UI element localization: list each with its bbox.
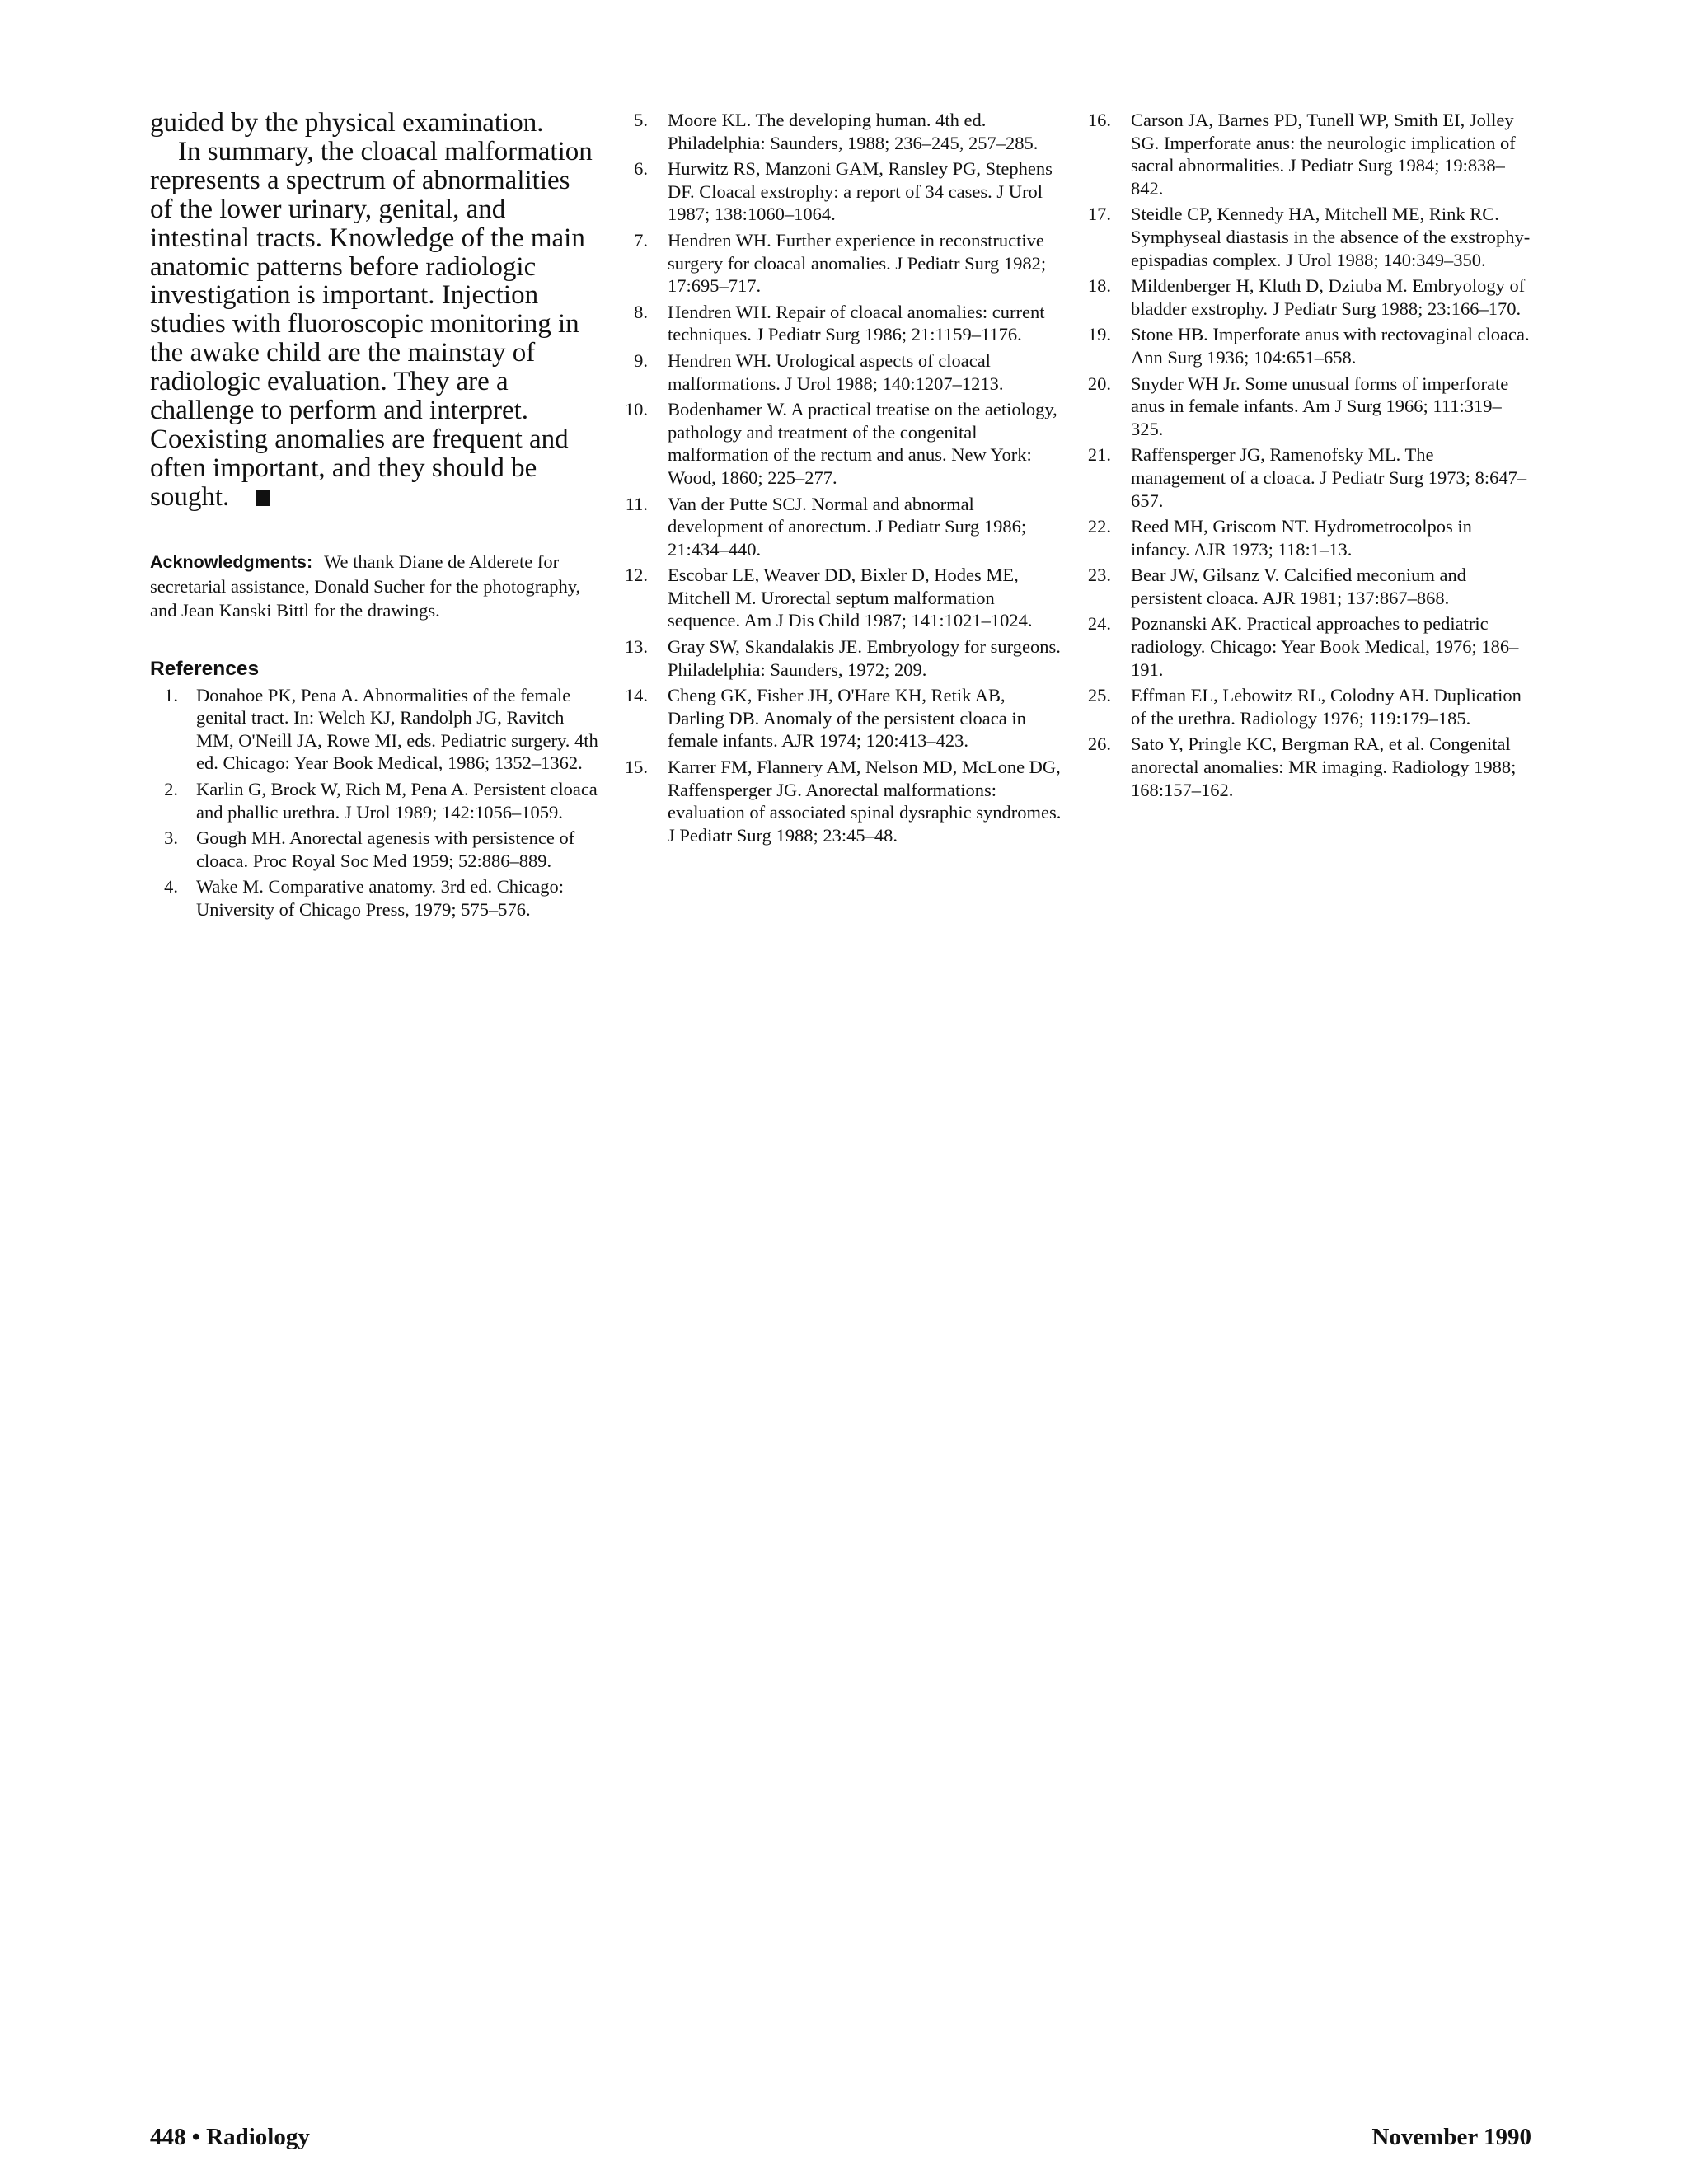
reference-item xyxy=(1087,274,1531,320)
reference-number: 21. xyxy=(1087,444,1111,466)
reference-item xyxy=(628,301,1065,346)
reference-number: 20. xyxy=(1087,373,1111,394)
reference-text: Karrer FM, Flannery AM, Nelson MD, McLone DG, Raffensperger JG. Anorectal malformations: evaluation of associated spinal dysraphic syndromes. J Pediatr Surg 1988; 23:45–48. xyxy=(668,757,1062,846)
reference-text: Stone HB. Imperforate anus with rectovaginal cloaca. Ann Surg 1936; 104:651–658. xyxy=(1131,324,1530,368)
reference-item xyxy=(1087,684,1531,729)
reference-number: 24. xyxy=(1087,613,1111,635)
reference-number: 10. xyxy=(624,399,648,420)
reference-text: Mildenberger H, Kluth D, Dziuba M. Embryology of bladder exstrophy. J Pediatr Surg 1988; 23:166–170. xyxy=(1131,275,1526,319)
reference-text: Wake M. Comparative anatomy. 3rd ed. Chicago: University of Chicago Press, 1979; 575–576. xyxy=(196,876,564,921)
reference-text: Gough MH. Anorectal agenesis with persistence of cloaca. Proc Royal Soc Med 1959; 52:886–889. xyxy=(196,827,575,871)
reference-number: 25. xyxy=(1087,685,1111,706)
reference-item xyxy=(624,684,1065,752)
reference-text: Steidle CP, Kennedy HA, Mitchell ME, Rink RC. Symphyseal diastasis in the absence of the exstrophy-epispadias complex. J Urol 1988; 140:349–350. xyxy=(1131,204,1531,270)
reference-number: 17. xyxy=(1087,204,1111,225)
reference-list xyxy=(624,109,1065,846)
reference-text: Donahoe PK, Pena A. Abnormalities of the female genital tract. In: Welch KJ, Randolph JG, Ravitch MM, O'Neill JA, Rowe MI, eds. Pediatric surgery. 4th ed. Chicago: Year Book Medical, 1986; 1352–1362. xyxy=(196,684,598,774)
reference-number: 6. xyxy=(634,158,648,180)
page-footer-date: November 1990 xyxy=(1372,2124,1531,2150)
acknowledgments-text: We thank Diane de Alderete for secretarial assistance, Donald Sucher for the photography, and Jean Kanski Bittl for the drawings. xyxy=(150,551,581,621)
reference-item xyxy=(1087,203,1531,271)
reference-number: 19. xyxy=(1087,324,1111,345)
reference-number: 23. xyxy=(1087,565,1111,586)
reference-item xyxy=(628,349,1065,395)
reference-item xyxy=(628,157,1065,226)
reference-list xyxy=(150,684,599,921)
reference-item xyxy=(624,635,1065,681)
page-footer-journal: 448 • Radiology xyxy=(150,2124,310,2150)
reference-text: Snyder WH Jr. Some unusual forms of imperforate anus in female infants. Am J Surg 1966; 111:319–325. xyxy=(1131,373,1509,439)
reference-text: Hendren WH. Further experience in reconstructive surgery for cloacal anomalies. J Pediatr Surg 1982; 17:695–717. xyxy=(668,229,1047,297)
reference-text: Moore KL. The developing human. 4th ed. Philadelphia: Saunders, 1988; 236–245, 257–285. xyxy=(668,110,1039,153)
reference-text: Poznanski AK. Practical approaches to pediatric radiology. Chicago: Year Book Medical, 1976; 186–191. xyxy=(1131,613,1519,680)
middle-column xyxy=(624,109,1065,850)
reference-text: Hurwitz RS, Manzoni GAM, Ransley PG, Stephens DF. Cloacal exstrophy: a report of 34 cases. J Urol 1987; 138:1060–1064. xyxy=(668,158,1053,225)
reference-text: Bear JW, Gilsanz V. Calcified meconium and persistent cloaca. AJR 1981; 137:867–868. xyxy=(1131,565,1466,608)
body-paragraph: guided by the physical examination. xyxy=(150,108,544,138)
reference-number: 8. xyxy=(634,301,648,322)
reference-item xyxy=(150,875,599,921)
reference-number: 9. xyxy=(634,349,648,371)
reference-number: 22. xyxy=(1087,516,1111,537)
reference-text: Van der Putte SCJ. Normal and abnormal development of anorectum. J Pediatr Surg 1986; 21:434–440. xyxy=(668,493,1027,560)
reference-number: 26. xyxy=(1087,733,1111,755)
reference-text: Reed MH, Griscom NT. Hydrometrocolpos in infancy. AJR 1973; 118:1–13. xyxy=(1131,516,1472,560)
reference-item xyxy=(624,564,1065,632)
right-column xyxy=(1087,109,1531,804)
left-column xyxy=(150,109,599,925)
reference-number: 11. xyxy=(625,493,648,514)
reference-item xyxy=(628,109,1065,154)
reference-text: Cheng GK, Fisher JH, O'Hare KH, Retik AB, Darling DB. Anomaly of the persistent cloaca in female infants. AJR 1974; 120:413–423. xyxy=(668,685,1026,752)
reference-item xyxy=(624,756,1065,846)
reference-item xyxy=(625,493,1065,561)
reference-number: 3. xyxy=(164,827,178,849)
reference-item xyxy=(150,684,599,775)
end-of-article-mark-icon xyxy=(256,490,270,506)
reference-text: Carson JA, Barnes PD, Tunell WP, Smith EI, Jolley SG. Imperforate anus: the neurologic implication of sacral abnormalities. J Pediatr Surg 1984; 19:838–842. xyxy=(1131,110,1516,199)
reference-number: 5. xyxy=(634,110,648,130)
summary-text: In summary, the cloacal malformation represents a spectrum of abnormalities of the lower urinary, genital, and intestinal tracts. Knowledge of the main anatomic patterns before radiologic investigation is important. Injection studies with fluoroscopic monitoring in the awake child are the mainstay of radiologic evaluation. They are a challenge to perform and interpret. Coexisting anomalies are frequent and often important, and they should be sought. xyxy=(150,136,593,512)
reference-text: Bodenhamer W. A practical treatise on the aetiology, pathology and treatment of the congenital malformation of the rectum and anus. New York: Wood, 1860; 225–277. xyxy=(668,399,1057,488)
reference-number: 4. xyxy=(164,876,178,898)
reference-item xyxy=(624,398,1065,489)
acknowledgments xyxy=(150,550,599,622)
reference-text: Effman EL, Lebowitz RL, Colodny AH. Duplication of the urethra. Radiology 1976; 119:179–185. xyxy=(1131,685,1522,729)
reference-number: 18. xyxy=(1087,275,1111,297)
reference-list xyxy=(1087,109,1531,801)
reference-text: Sato Y, Pringle KC, Bergman RA, et al. Congenital anorectal anomalies: MR imaging. Radiology 1988; 168:157–162. xyxy=(1131,733,1517,800)
reference-item xyxy=(1087,443,1531,512)
summary-paragraph xyxy=(150,138,599,512)
reference-item xyxy=(1087,612,1531,681)
reference-number: 1. xyxy=(164,684,178,705)
reference-number: 16. xyxy=(1087,110,1111,130)
reference-number: 7. xyxy=(634,229,648,251)
reference-text: Hendren WH. Repair of cloacal anomalies: current techniques. J Pediatr Surg 1986; 21:1159–1176. xyxy=(668,301,1045,345)
reference-text: Escobar LE, Weaver DD, Bixler D, Hodes ME, Mitchell M. Urorectal septum malformation sequence. Am J Dis Child 1987; 141:1021–1024. xyxy=(668,565,1033,631)
reference-item xyxy=(1087,373,1531,441)
reference-text: Karlin G, Brock W, Rich M, Pena A. Persistent cloaca and phallic urethra. J Urol 1989; 142:1056–1059. xyxy=(196,779,598,823)
reference-item xyxy=(150,778,599,823)
reference-number: 14. xyxy=(624,685,648,706)
reference-item xyxy=(150,827,599,872)
references-heading: References xyxy=(150,657,260,680)
reference-text: Raffensperger JG, Ramenofsky ML. The management of a cloaca. J Pediatr Surg 1973; 8:647–657. xyxy=(1131,444,1527,511)
reference-number: 13. xyxy=(624,636,648,658)
reference-item xyxy=(1087,515,1531,560)
reference-text: Gray SW, Skandalakis JE. Embryology for surgeons. Philadelphia: Saunders, 1972; 209. xyxy=(668,636,1061,680)
reference-number: 12. xyxy=(624,565,648,586)
reference-item xyxy=(1087,564,1531,609)
reference-number: 15. xyxy=(624,757,648,778)
reference-item xyxy=(1087,109,1531,199)
reference-item xyxy=(628,229,1065,298)
reference-item xyxy=(1087,323,1531,368)
acknowledgments-label: Acknowledgments: xyxy=(150,551,313,572)
reference-item xyxy=(1087,733,1531,801)
reference-number: 2. xyxy=(164,779,178,800)
reference-text: Hendren WH. Urological aspects of cloacal malformations. J Urol 1988; 140:1207–1213. xyxy=(668,349,1004,394)
